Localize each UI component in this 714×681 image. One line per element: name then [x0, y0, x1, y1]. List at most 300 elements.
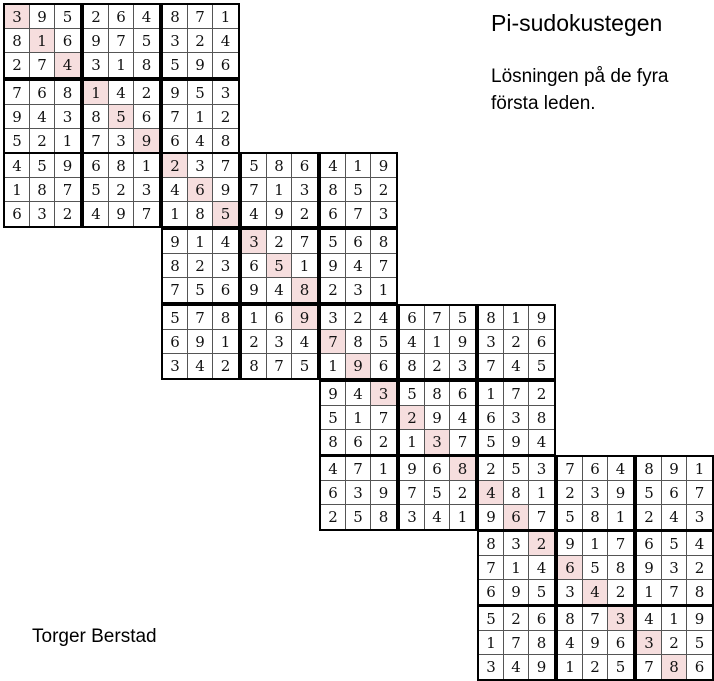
- sudoku-cell[interactable]: 5: [109, 105, 134, 129]
- sudoku-cell[interactable]: 6: [504, 505, 529, 529]
- sudoku-cell[interactable]: 6: [163, 129, 188, 153]
- sudoku-cell[interactable]: 7: [346, 457, 371, 481]
- sudoku-cell[interactable]: 5: [134, 29, 159, 53]
- sudoku-cell[interactable]: 6: [425, 457, 450, 481]
- sudoku-cell[interactable]: 4: [213, 230, 238, 254]
- sudoku-cell[interactable]: 5: [346, 505, 371, 529]
- sudoku-cell[interactable]: 1: [188, 105, 213, 129]
- sudoku-cell[interactable]: 8: [529, 406, 554, 430]
- sudoku-cell[interactable]: 1: [62, 132, 73, 150]
- sudoku-cell[interactable]: 5: [163, 53, 188, 77]
- sudoku-cell[interactable]: 2: [450, 481, 475, 505]
- sudoku-cell[interactable]: 4: [400, 330, 425, 354]
- sudoku-cell[interactable]: 3: [55, 105, 80, 129]
- sudoku-cell[interactable]: 1: [267, 178, 292, 202]
- sudoku-cell[interactable]: 4: [504, 354, 529, 378]
- sudoku-cell[interactable]: 9: [84, 29, 109, 53]
- sudoku-cell[interactable]: 7: [163, 105, 188, 129]
- sudoku-cell[interactable]: 1: [662, 607, 687, 631]
- sudoku-cell[interactable]: 6: [84, 154, 109, 178]
- sudoku-cell[interactable]: 7: [188, 5, 213, 29]
- sudoku-cell[interactable]: 4: [84, 202, 109, 226]
- sudoku-cell[interactable]: 4: [55, 53, 80, 77]
- sudoku-cell[interactable]: 2: [371, 178, 396, 202]
- sudoku-cell[interactable]: 1: [292, 254, 317, 278]
- sudoku-cell[interactable]: 4: [242, 202, 267, 226]
- sudoku-cell[interactable]: 9: [558, 532, 583, 556]
- sudoku-cell[interactable]: 5: [321, 230, 346, 254]
- sudoku-cell[interactable]: 3: [558, 580, 583, 604]
- sudoku-cell[interactable]: 8: [371, 230, 396, 254]
- sudoku-cell[interactable]: 9: [213, 178, 238, 202]
- sudoku-cell[interactable]: 2: [62, 205, 73, 223]
- sudoku-cell[interactable]: 2: [299, 205, 310, 223]
- sudoku-cell[interactable]: 3: [378, 205, 389, 223]
- sudoku-cell[interactable]: 3: [583, 481, 608, 505]
- sudoku-cell[interactable]: 2: [637, 505, 662, 529]
- sudoku-cell[interactable]: 3: [608, 607, 633, 631]
- sudoku-cell[interactable]: 3: [267, 330, 292, 354]
- sudoku-cell[interactable]: 8: [163, 254, 188, 278]
- sudoku-cell[interactable]: 3: [346, 481, 371, 505]
- sudoku-cell[interactable]: 9: [267, 202, 292, 226]
- sudoku-cell[interactable]: 9: [637, 556, 662, 580]
- sudoku-cell[interactable]: 7: [5, 81, 30, 105]
- sudoku-cell[interactable]: 3: [5, 5, 30, 29]
- sudoku-cell[interactable]: 8: [213, 306, 238, 330]
- sudoku-cell[interactable]: 2: [346, 306, 371, 330]
- sudoku-cell[interactable]: 2: [267, 230, 292, 254]
- sudoku-cell[interactable]: 6: [558, 556, 583, 580]
- sudoku-cell[interactable]: 1: [378, 281, 389, 299]
- sudoku-cell[interactable]: 1: [346, 406, 371, 430]
- sudoku-cell[interactable]: 6: [529, 330, 554, 354]
- sudoku-cell[interactable]: 7: [346, 202, 371, 226]
- sudoku-cell[interactable]: 7: [662, 580, 687, 604]
- sudoku-cell[interactable]: 3: [84, 53, 109, 77]
- sudoku-cell[interactable]: 5: [637, 481, 662, 505]
- sudoku-cell[interactable]: 2: [321, 505, 346, 529]
- sudoku-cell[interactable]: 9: [55, 154, 80, 178]
- sudoku-cell[interactable]: 9: [30, 5, 55, 29]
- sudoku-cell[interactable]: 7: [371, 406, 396, 430]
- sudoku-cell[interactable]: 1: [213, 5, 238, 29]
- sudoku-cell[interactable]: 3: [109, 129, 134, 153]
- sudoku-cell[interactable]: 7: [321, 330, 346, 354]
- sudoku-cell[interactable]: 7: [457, 433, 468, 451]
- sudoku-cell[interactable]: 8: [188, 202, 213, 226]
- sudoku-cell[interactable]: 2: [84, 5, 109, 29]
- sudoku-cell[interactable]: 6: [346, 430, 371, 454]
- sudoku-cell[interactable]: 5: [450, 306, 475, 330]
- sudoku-cell[interactable]: 7: [188, 306, 213, 330]
- sudoku-cell[interactable]: 4: [5, 154, 30, 178]
- sudoku-cell[interactable]: 2: [687, 556, 712, 580]
- sudoku-cell[interactable]: 6: [378, 357, 389, 375]
- sudoku-cell[interactable]: 6: [220, 281, 231, 299]
- sudoku-cell[interactable]: 1: [583, 532, 608, 556]
- sudoku-cell[interactable]: 2: [321, 278, 346, 302]
- sudoku-cell[interactable]: 9: [163, 81, 188, 105]
- sudoku-cell[interactable]: 2: [242, 330, 267, 354]
- sudoku-cell[interactable]: 6: [637, 532, 662, 556]
- sudoku-cell[interactable]: 5: [615, 658, 626, 676]
- sudoku-cell[interactable]: 3: [637, 631, 662, 655]
- sudoku-cell[interactable]: 7: [242, 178, 267, 202]
- sudoku-cell[interactable]: 4: [163, 178, 188, 202]
- sudoku-cell[interactable]: 7: [55, 178, 80, 202]
- sudoku-cell[interactable]: 2: [378, 433, 389, 451]
- sudoku-cell[interactable]: 4: [425, 505, 450, 529]
- sudoku-cell[interactable]: 3: [694, 508, 705, 526]
- sudoku-cell[interactable]: 9: [346, 354, 371, 378]
- sudoku-cell[interactable]: 3: [292, 178, 317, 202]
- sudoku-cell[interactable]: 8: [346, 330, 371, 354]
- sudoku-cell[interactable]: 9: [583, 631, 608, 655]
- sudoku-cell[interactable]: 5: [536, 583, 547, 601]
- sudoku-cell[interactable]: 2: [479, 457, 504, 481]
- sudoku-box: [161, 3, 240, 79]
- sudoku-cell[interactable]: 6: [662, 481, 687, 505]
- sudoku-cell[interactable]: 9: [450, 330, 475, 354]
- sudoku-cell[interactable]: 5: [5, 129, 30, 153]
- sudoku-cell[interactable]: 6: [450, 382, 475, 406]
- sudoku-cell[interactable]: 6: [30, 81, 55, 105]
- sudoku-cell[interactable]: 1: [213, 330, 238, 354]
- sudoku-cell[interactable]: 5: [267, 254, 292, 278]
- sudoku-box: [161, 152, 240, 228]
- sudoku-cell[interactable]: 1: [163, 202, 188, 226]
- sudoku-cell[interactable]: 8: [109, 154, 134, 178]
- sudoku-cell[interactable]: 8: [558, 607, 583, 631]
- sudoku-cell[interactable]: 4: [662, 505, 687, 529]
- sudoku-cell[interactable]: 1: [558, 655, 583, 679]
- sudoku-cell[interactable]: 2: [5, 53, 30, 77]
- sudoku-cell[interactable]: 8: [292, 278, 317, 302]
- sudoku-cell[interactable]: 8: [479, 306, 504, 330]
- sudoku-cell[interactable]: 6: [5, 202, 30, 226]
- sudoku-cell[interactable]: 1: [5, 178, 30, 202]
- sudoku-cell[interactable]: 2: [188, 254, 213, 278]
- sudoku-cell[interactable]: 2: [400, 406, 425, 430]
- sudoku-cell[interactable]: 6: [55, 29, 80, 53]
- sudoku-cell[interactable]: 3: [188, 154, 213, 178]
- sudoku-cell[interactable]: 9: [400, 457, 425, 481]
- sudoku-cell[interactable]: 6: [321, 202, 346, 226]
- sudoku-cell[interactable]: 7: [30, 53, 55, 77]
- sudoku-cell[interactable]: 8: [504, 481, 529, 505]
- sudoku-cell[interactable]: 5: [321, 406, 346, 430]
- sudoku-cell[interactable]: 6: [292, 154, 317, 178]
- sudoku-cell[interactable]: 7: [163, 278, 188, 302]
- sudoku-cell[interactable]: 8: [55, 81, 80, 105]
- sudoku-cell[interactable]: 6: [188, 178, 213, 202]
- sudoku-cell[interactable]: 5: [163, 306, 188, 330]
- sudoku-cell[interactable]: 9: [687, 607, 712, 631]
- sudoku-cell[interactable]: 7: [504, 631, 529, 655]
- sudoku-cell[interactable]: 4: [30, 105, 55, 129]
- sudoku-cell[interactable]: 6: [583, 457, 608, 481]
- sudoku-cell[interactable]: 3: [662, 556, 687, 580]
- sudoku-cell[interactable]: 2: [163, 154, 188, 178]
- sudoku-cell[interactable]: 2: [529, 382, 554, 406]
- sudoku-cell[interactable]: 2: [615, 583, 626, 601]
- sudoku-cell[interactable]: 3: [529, 457, 554, 481]
- sudoku-cell[interactable]: 7: [687, 481, 712, 505]
- sudoku-cell[interactable]: 5: [84, 178, 109, 202]
- sudoku-cell[interactable]: 4: [504, 655, 529, 679]
- sudoku-cell[interactable]: 3: [213, 81, 238, 105]
- sudoku-cell[interactable]: 7: [292, 230, 317, 254]
- sudoku-cell[interactable]: 8: [400, 354, 425, 378]
- sudoku-cell[interactable]: 4: [608, 457, 633, 481]
- sudoku-cell[interactable]: 4: [188, 354, 213, 378]
- sudoku-cell[interactable]: 5: [425, 481, 450, 505]
- sudoku-cell[interactable]: 6: [321, 481, 346, 505]
- sudoku-cell[interactable]: 1: [457, 508, 468, 526]
- sudoku-cell[interactable]: 5: [299, 357, 310, 375]
- sudoku-cell[interactable]: 4: [321, 154, 346, 178]
- sudoku-cell[interactable]: 5: [346, 178, 371, 202]
- sudoku-cell[interactable]: 7: [479, 556, 504, 580]
- sudoku-cell[interactable]: 6: [400, 306, 425, 330]
- sudoku-cell[interactable]: 2: [504, 607, 529, 631]
- sudoku-cell[interactable]: 7: [583, 607, 608, 631]
- sudoku-cell[interactable]: 6: [608, 631, 633, 655]
- sudoku-cell[interactable]: 6: [479, 406, 504, 430]
- sudoku-cell[interactable]: 5: [242, 154, 267, 178]
- sudoku-cell[interactable]: 6: [694, 658, 705, 676]
- sudoku-cell[interactable]: 5: [536, 357, 547, 375]
- sudoku-cell[interactable]: 4: [450, 406, 475, 430]
- sudoku-cell[interactable]: 1: [479, 382, 504, 406]
- sudoku-cell[interactable]: 8: [30, 178, 55, 202]
- sudoku-cell[interactable]: 3: [163, 29, 188, 53]
- sudoku-cell[interactable]: 8: [583, 505, 608, 529]
- sudoku-cell[interactable]: 1: [504, 556, 529, 580]
- sudoku-cell[interactable]: 4: [687, 532, 712, 556]
- sudoku-cell[interactable]: 2: [213, 105, 238, 129]
- sudoku-cell[interactable]: 3: [30, 202, 55, 226]
- sudoku-cell[interactable]: 6: [134, 105, 159, 129]
- sudoku-cell[interactable]: 6: [109, 5, 134, 29]
- sudoku-cell[interactable]: 3: [400, 505, 425, 529]
- sudoku-cell[interactable]: 3: [479, 655, 504, 679]
- sudoku-cell[interactable]: 7: [558, 457, 583, 481]
- sudoku-cell[interactable]: 1: [687, 457, 712, 481]
- sudoku-cell[interactable]: 4: [213, 29, 238, 53]
- sudoku-cell[interactable]: 3: [163, 354, 188, 378]
- sudoku-cell[interactable]: 9: [292, 306, 317, 330]
- sudoku-cell[interactable]: 2: [558, 481, 583, 505]
- sudoku-cell[interactable]: 4: [479, 481, 504, 505]
- sudoku-cell[interactable]: 8: [267, 154, 292, 178]
- sudoku-cell[interactable]: 5: [30, 154, 55, 178]
- sudoku-cell[interactable]: 8: [242, 354, 267, 378]
- sudoku-cell[interactable]: 9: [5, 105, 30, 129]
- sudoku-cell[interactable]: 4: [109, 81, 134, 105]
- sudoku-cell[interactable]: 1: [134, 154, 159, 178]
- sudoku-cell[interactable]: 9: [608, 481, 633, 505]
- sudoku-cell[interactable]: 9: [504, 430, 529, 454]
- sudoku-cell[interactable]: 3: [134, 178, 159, 202]
- sudoku-cell[interactable]: 6: [479, 580, 504, 604]
- sudoku-cell[interactable]: 4: [346, 254, 371, 278]
- sudoku-cell[interactable]: 7: [109, 29, 134, 53]
- sudoku-cell[interactable]: 8: [608, 556, 633, 580]
- sudoku-cell[interactable]: 6: [163, 330, 188, 354]
- sudoku-cell[interactable]: 3: [425, 430, 450, 454]
- sudoku-cell[interactable]: 1: [30, 29, 55, 53]
- sudoku-cell[interactable]: 7: [536, 508, 547, 526]
- sudoku-cell[interactable]: 9: [371, 481, 396, 505]
- sudoku-cell[interactable]: 8: [84, 105, 109, 129]
- sudoku-cell[interactable]: 8: [662, 655, 687, 679]
- sudoku-cell[interactable]: 1: [615, 508, 626, 526]
- sudoku-cell[interactable]: 3: [346, 278, 371, 302]
- sudoku-cell[interactable]: 2: [583, 655, 608, 679]
- sudoku-cell[interactable]: 9: [536, 658, 547, 676]
- sudoku-cell[interactable]: 1: [371, 457, 396, 481]
- sudoku-cell[interactable]: 2: [425, 354, 450, 378]
- sudoku-box: [319, 228, 398, 304]
- sudoku-cell[interactable]: 9: [504, 580, 529, 604]
- sudoku-cell[interactable]: 9: [321, 382, 346, 406]
- sudoku-cell[interactable]: 8: [479, 532, 504, 556]
- sudoku-cell[interactable]: 9: [479, 505, 504, 529]
- sudoku-cell[interactable]: 5: [662, 532, 687, 556]
- sudoku-cell[interactable]: 1: [504, 306, 529, 330]
- sudoku-cell[interactable]: 5: [479, 607, 504, 631]
- sudoku-cell[interactable]: 4: [188, 129, 213, 153]
- sudoku-cell[interactable]: 8: [321, 178, 346, 202]
- sudoku-cell[interactable]: 3: [242, 230, 267, 254]
- sudoku-cell[interactable]: 3: [504, 406, 529, 430]
- sudoku-cell[interactable]: 6: [267, 306, 292, 330]
- sudoku-cell[interactable]: 6: [346, 230, 371, 254]
- sudoku-cell[interactable]: 8: [378, 508, 389, 526]
- sudoku-cell[interactable]: 5: [479, 430, 504, 454]
- sudoku-cell[interactable]: 9: [242, 278, 267, 302]
- sudoku-cell[interactable]: 4: [637, 607, 662, 631]
- sudoku-cell[interactable]: 7: [608, 532, 633, 556]
- sudoku-cell[interactable]: 4: [267, 278, 292, 302]
- sudoku-cell[interactable]: 4: [346, 382, 371, 406]
- sudoku-cell[interactable]: 1: [84, 81, 109, 105]
- sudoku-cell[interactable]: 8: [5, 29, 30, 53]
- sudoku-cell[interactable]: 5: [213, 202, 238, 226]
- sudoku-cell[interactable]: 1: [529, 481, 554, 505]
- sudoku-cell[interactable]: 9: [529, 306, 554, 330]
- sudoku-cell[interactable]: 1: [400, 430, 425, 454]
- sudoku-cell[interactable]: 7: [141, 205, 152, 223]
- sudoku-cell[interactable]: 5: [188, 81, 213, 105]
- sudoku-cell[interactable]: 3: [321, 306, 346, 330]
- sudoku-cell[interactable]: 8: [163, 5, 188, 29]
- sudoku-cell[interactable]: 7: [267, 354, 292, 378]
- sudoku-cell[interactable]: 4: [558, 631, 583, 655]
- sudoku-cell[interactable]: 2: [662, 631, 687, 655]
- sudoku-cell[interactable]: 1: [479, 631, 504, 655]
- sudoku-cell[interactable]: 1: [242, 306, 267, 330]
- sudoku-cell[interactable]: 8: [321, 430, 346, 454]
- sudoku-cell[interactable]: 4: [321, 457, 346, 481]
- sudoku-cell[interactable]: 9: [662, 457, 687, 481]
- sudoku-cell[interactable]: 4: [134, 5, 159, 29]
- sudoku-cell[interactable]: 1: [425, 330, 450, 354]
- sudoku-cell[interactable]: 8: [694, 583, 705, 601]
- sudoku-cell[interactable]: 4: [292, 330, 317, 354]
- sudoku-cell[interactable]: 9: [109, 202, 134, 226]
- sudoku-cell[interactable]: 2: [504, 330, 529, 354]
- sudoku-cell[interactable]: 9: [425, 406, 450, 430]
- sudoku-cell[interactable]: 8: [529, 631, 554, 655]
- sudoku-cell[interactable]: 7: [371, 254, 396, 278]
- sudoku-cell[interactable]: 7: [637, 655, 662, 679]
- sudoku-cell[interactable]: 2: [30, 129, 55, 153]
- sudoku-cell[interactable]: 7: [425, 306, 450, 330]
- sudoku-cell[interactable]: 9: [321, 254, 346, 278]
- sudoku-cell[interactable]: 5: [371, 330, 396, 354]
- sudoku-cell[interactable]: 9: [163, 230, 188, 254]
- sudoku-cell[interactable]: 2: [529, 532, 554, 556]
- sudoku-cell[interactable]: 3: [504, 532, 529, 556]
- sudoku-cell[interactable]: 9: [188, 53, 213, 77]
- sudoku-cell[interactable]: 6: [242, 254, 267, 278]
- sudoku-cell[interactable]: 4: [371, 306, 396, 330]
- sudoku-cell[interactable]: 5: [558, 505, 583, 529]
- sudoku-cell[interactable]: 5: [400, 382, 425, 406]
- sudoku-cell[interactable]: 7: [504, 382, 529, 406]
- sudoku-cell[interactable]: 3: [371, 382, 396, 406]
- sudoku-cell[interactable]: 5: [687, 631, 712, 655]
- sudoku-cell[interactable]: 6: [529, 607, 554, 631]
- sudoku-cell[interactable]: 3: [479, 330, 504, 354]
- sudoku-cell[interactable]: 6: [220, 56, 231, 74]
- sudoku-cell[interactable]: 2: [109, 178, 134, 202]
- sudoku-cell[interactable]: 8: [450, 457, 475, 481]
- sudoku-cell[interactable]: 1: [188, 230, 213, 254]
- sudoku-cell[interactable]: 7: [479, 354, 504, 378]
- sudoku-cell[interactable]: 3: [213, 254, 238, 278]
- sudoku-cell[interactable]: 5: [504, 457, 529, 481]
- sudoku-cell[interactable]: 8: [425, 382, 450, 406]
- sudoku-cell[interactable]: 1: [637, 580, 662, 604]
- sudoku-cell[interactable]: 7: [84, 129, 109, 153]
- sudoku-cell[interactable]: 4: [536, 433, 547, 451]
- sudoku-cell[interactable]: 9: [188, 330, 213, 354]
- sudoku-cell[interactable]: 7: [400, 481, 425, 505]
- sudoku-cell[interactable]: 5: [55, 5, 80, 29]
- sudoku-cell[interactable]: 8: [637, 457, 662, 481]
- sudoku-cell[interactable]: 1: [109, 53, 134, 77]
- sudoku-cell[interactable]: 1: [346, 154, 371, 178]
- sudoku-cell[interactable]: 5: [583, 556, 608, 580]
- sudoku-cell[interactable]: 8: [220, 132, 231, 150]
- sudoku-cell[interactable]: 7: [213, 154, 238, 178]
- sudoku-cell[interactable]: 3: [457, 357, 468, 375]
- sudoku-cell[interactable]: 8: [141, 56, 152, 74]
- sudoku-cell[interactable]: 4: [529, 556, 554, 580]
- sudoku-cell[interactable]: 2: [188, 29, 213, 53]
- sudoku-cell[interactable]: 2: [220, 357, 231, 375]
- sudoku-cell[interactable]: 9: [371, 154, 396, 178]
- sudoku-cell[interactable]: 9: [134, 129, 159, 153]
- sudoku-cell[interactable]: 2: [134, 81, 159, 105]
- sudoku-cell[interactable]: 4: [583, 580, 608, 604]
- sudoku-cell[interactable]: 1: [321, 354, 346, 378]
- sudoku-cell[interactable]: 5: [188, 278, 213, 302]
